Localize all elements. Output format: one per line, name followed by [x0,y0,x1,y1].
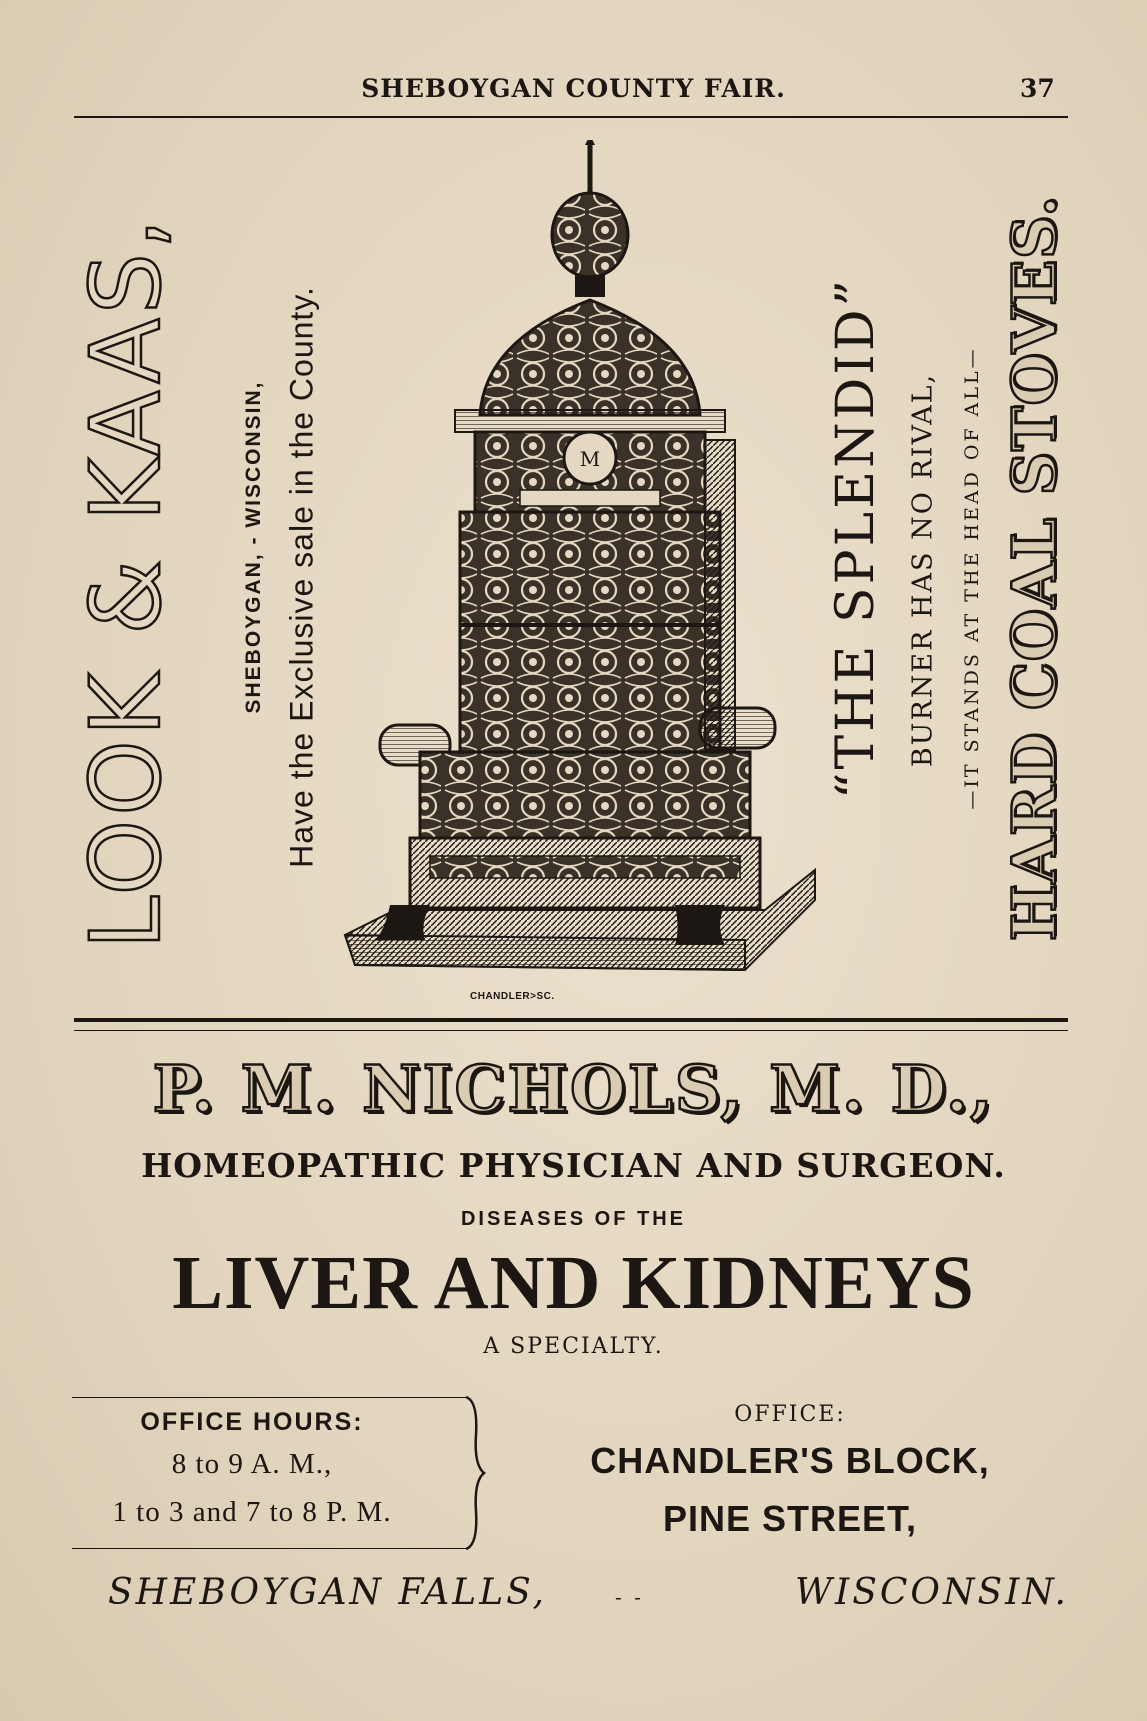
diseases-of-label: DISEASES OF THE [460,1208,687,1230]
product-name: “THE SPLENDID” [826,276,886,800]
page-number: 37 [1020,74,1055,103]
firm-tagline: Have the Exclusive sale in the County. [283,286,320,868]
running-header-title: SHEBOYGAN COUNTY FAIR. [361,74,786,103]
firm-name: LOOK & KAAS, [70,214,182,950]
hours-bottom-rule [72,1548,468,1549]
office-hours-afternoon: 1 to 3 and 7 to 8 P. M. [112,1496,392,1528]
burner-claim: BURNER HAS NO RIVAL, [907,372,939,768]
office-label: OFFICE: [734,1402,846,1427]
footer-town: SHEBOYGAN FALLS, [108,1572,547,1613]
office-hours-label: OFFICE HOURS: [140,1408,364,1436]
svg-text:M: M [579,447,601,471]
stove-illustration [335,140,825,990]
stands-claim: —IT STANDS AT THE HEAD OF ALL— [961,346,983,810]
specialty-label: A SPECIALTY. [483,1334,664,1359]
hard-coal-stoves: HARD COAL STOVES. [1000,194,1070,942]
divider-rule-thick [74,1018,1068,1022]
engraver-signature: CHANDLER>SC. [470,991,555,1002]
physician-title: HOMEOPATHIC PHYSICIAN AND SURGEON. [141,1146,1006,1185]
specialty-subject: LIVER AND KIDNEYS [172,1241,975,1325]
office-building: CHANDLER'S BLOCK, [590,1440,990,1481]
divider-rule-thin [74,1030,1068,1031]
office-street: PINE STREET, [662,1498,918,1539]
header-rule [74,116,1068,118]
footer-separator: - - [615,1585,644,1609]
firm-location: SHEBOYGAN, - WISCONSIN, [242,380,265,714]
physician-name: P. M. NICHOLS, M. D., [152,1052,995,1127]
office-hours-morning: 8 to 9 A. M., [171,1448,333,1480]
brace-icon [462,1395,488,1551]
hours-top-rule [72,1397,468,1398]
footer-state: WISCONSIN. [795,1572,1069,1613]
